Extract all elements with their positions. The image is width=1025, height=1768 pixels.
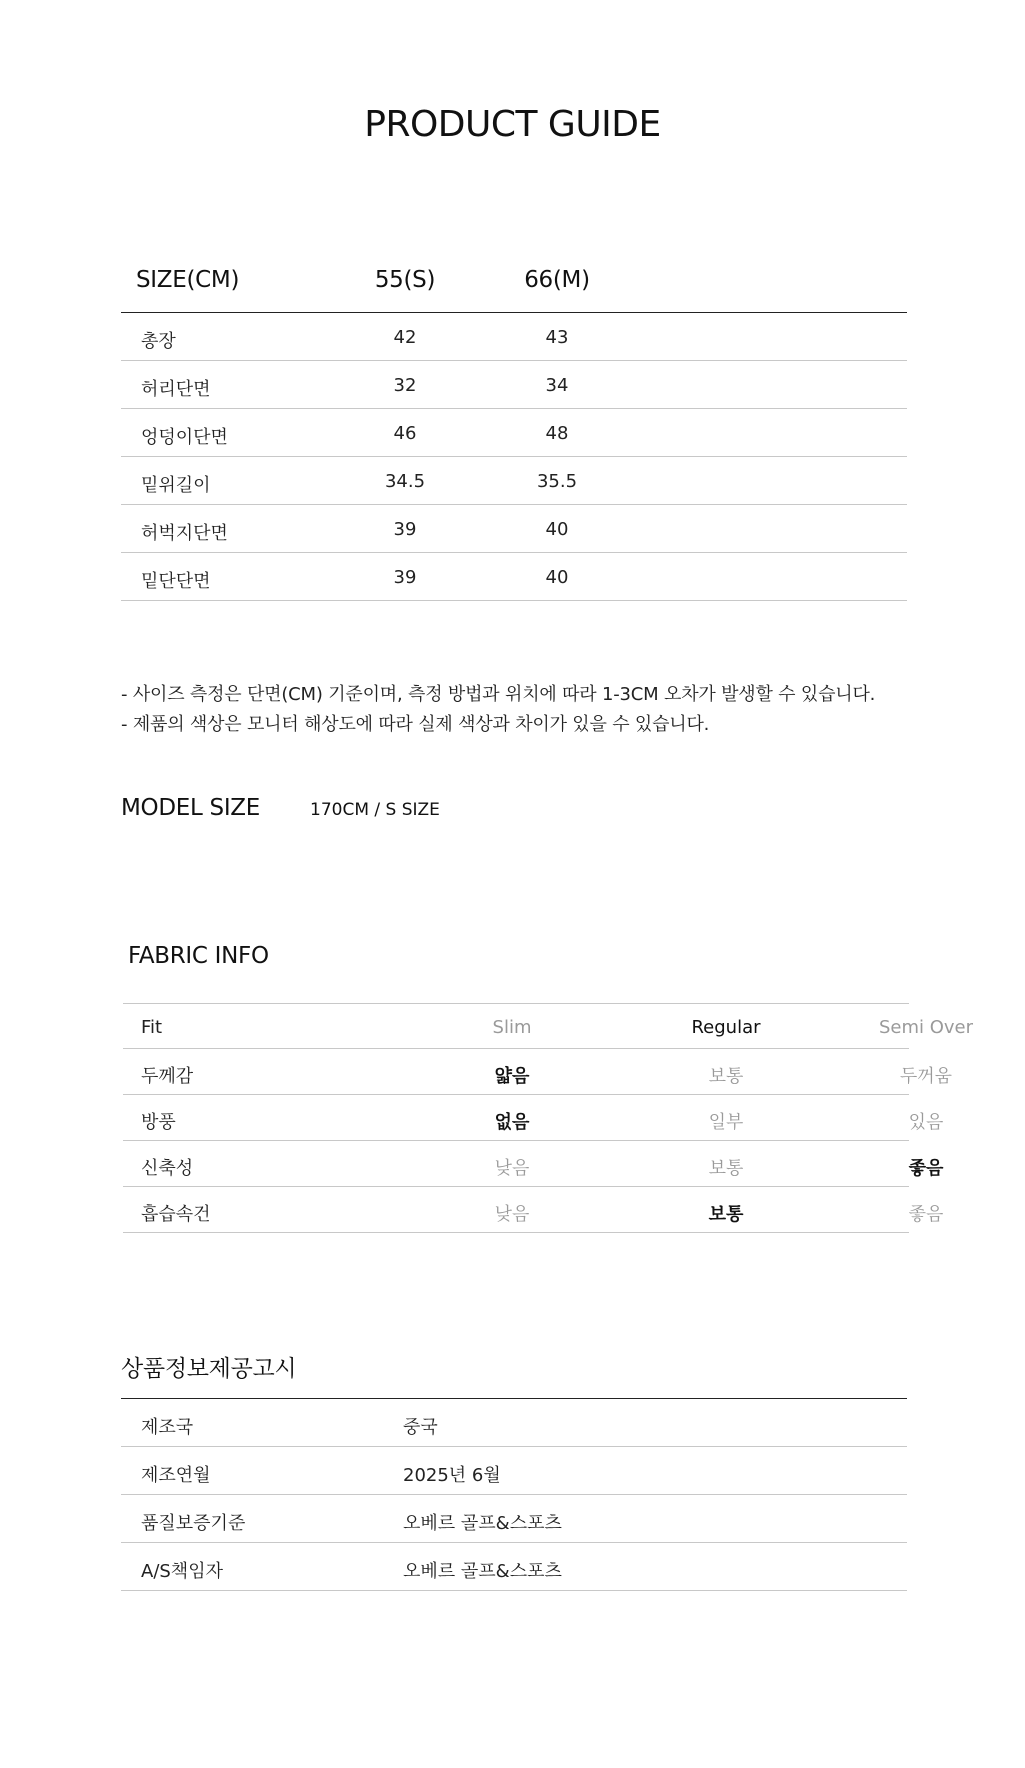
- notice-row-label: 제조연월: [141, 1465, 211, 1486]
- fabric-table: [123, 1003, 974, 1233]
- size-note-color: - 제품의 색상은 모니터 해상도에 따라 실제 색상과 차이가 있을 수 있습니다.: [121, 714, 710, 735]
- size-value-m: 35.5: [536, 471, 578, 492]
- fabric-row-label: 흡습속건: [141, 1204, 211, 1225]
- notice-row-label: 품질보증기준: [141, 1513, 246, 1534]
- notice-row-value: 중국: [403, 1417, 438, 1438]
- notice-row-value: 2025년 6월: [403, 1465, 501, 1486]
- size-table-header: [121, 255, 907, 313]
- fabric-option-a: Slim: [492, 1017, 532, 1038]
- fabric-option-c: 좋음: [908, 1204, 944, 1225]
- size-notes: [121, 680, 875, 740]
- size-note-measurement: - 사이즈 측정은 단면(CM) 기준이며, 측정 방법과 위치에 따라 1-3CM 오차가 발생할 수 있습니다.: [121, 684, 876, 705]
- notice-row-value: 오베르 골프&스포츠: [403, 1561, 562, 1582]
- fabric-info-title: FABRIC INFO: [128, 943, 269, 969]
- fabric-row-label: 신축성: [141, 1158, 194, 1179]
- size-row-label: 허리단면: [141, 379, 211, 400]
- table-row: [123, 1049, 953, 1095]
- size-row-label: 밑위길이: [141, 475, 211, 496]
- size-row-label: 총장: [141, 331, 176, 352]
- model-size-label: MODEL SIZE: [121, 795, 260, 821]
- product-notice-title: 상품정보제공고시: [121, 1356, 297, 1382]
- size-value-m: 40: [545, 567, 569, 588]
- size-header-label: SIZE(CM): [136, 267, 240, 293]
- table-row: [121, 361, 907, 409]
- size-header-m: 66(M): [524, 267, 590, 293]
- fabric-option-b: 보통: [708, 1066, 744, 1087]
- size-value-m: 40: [545, 519, 569, 540]
- fabric-option-b: 보통: [708, 1158, 744, 1179]
- table-row: [121, 1543, 907, 1591]
- fabric-option-a: 얇음: [494, 1066, 530, 1087]
- fabric-row-label: Fit: [141, 1017, 163, 1038]
- table-row: [121, 553, 907, 601]
- size-value-s: 39: [393, 567, 417, 588]
- table-row: [121, 409, 907, 457]
- fabric-option-c: 두꺼움: [899, 1066, 953, 1087]
- table-row: [121, 1495, 907, 1543]
- size-value-m: 43: [545, 327, 569, 348]
- size-value-m: 48: [545, 423, 569, 444]
- table-row: [121, 457, 907, 505]
- fabric-row-label: 방풍: [141, 1112, 176, 1133]
- size-row-label: 허벅지단면: [141, 523, 228, 544]
- table-row: [123, 1095, 944, 1141]
- size-table: [121, 255, 907, 601]
- table-row: [123, 1141, 944, 1187]
- fabric-option-b: 보통: [708, 1204, 744, 1225]
- size-header-s: 55(S): [374, 267, 436, 293]
- fabric-row-label: 두께감: [141, 1066, 194, 1087]
- fabric-option-b: Regular: [691, 1017, 761, 1038]
- notice-row-value: 오베르 골프&스포츠: [403, 1513, 562, 1534]
- size-row-label: 엉덩이단면: [141, 427, 228, 448]
- product-notice-table: [121, 1398, 907, 1591]
- model-size-value: 170CM / S SIZE: [310, 800, 440, 820]
- size-value-s: 46: [393, 423, 417, 444]
- table-row: [121, 313, 907, 361]
- size-value-s: 42: [393, 327, 417, 348]
- fabric-option-a: 없음: [494, 1112, 530, 1133]
- notice-row-label: A/S책임자: [141, 1561, 223, 1582]
- fabric-option-c: 있음: [908, 1112, 944, 1133]
- table-row: [121, 505, 907, 553]
- fabric-option-c: Semi Over: [878, 1017, 974, 1038]
- table-row: [123, 1187, 944, 1233]
- fabric-option-c: 좋음: [908, 1158, 944, 1179]
- fabric-option-a: 낮음: [494, 1204, 530, 1225]
- table-row: [123, 1004, 974, 1049]
- table-row: [121, 1447, 907, 1495]
- size-value-s: 34.5: [384, 471, 426, 492]
- size-value-s: 39: [393, 519, 417, 540]
- size-value-s: 32: [393, 375, 417, 396]
- table-row: [121, 1399, 907, 1447]
- page-title: PRODUCT GUIDE: [364, 104, 661, 145]
- notice-row-label: 제조국: [141, 1417, 194, 1438]
- size-value-m: 34: [545, 375, 569, 396]
- fabric-option-a: 낮음: [494, 1158, 530, 1179]
- fabric-option-b: 일부: [708, 1112, 744, 1133]
- size-row-label: 밑단단면: [141, 571, 211, 592]
